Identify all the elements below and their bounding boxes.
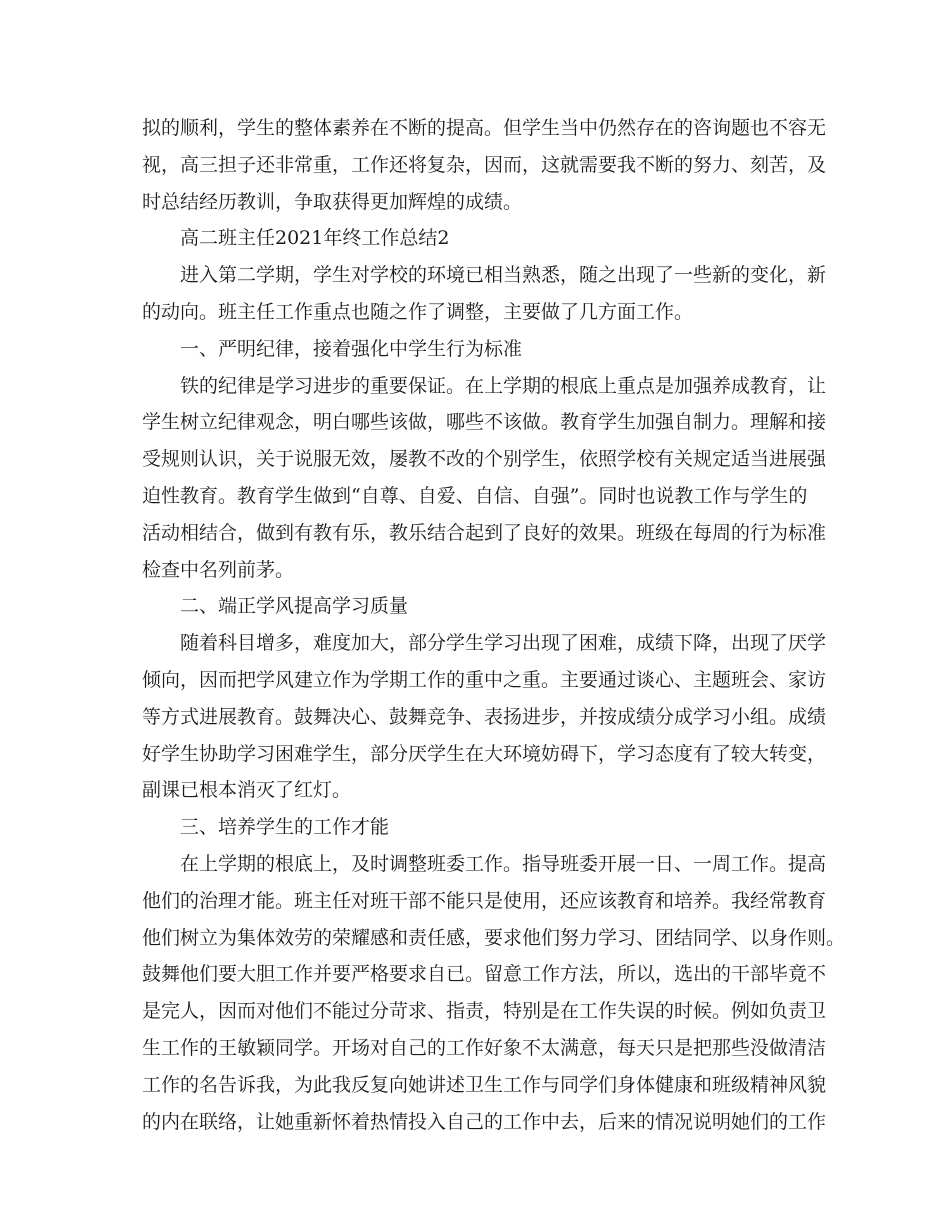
text-line: 进入第二学期，学生对学校的环境已相当熟悉，随之出现了一些新的变化，新 bbox=[180, 264, 827, 287]
document-body bbox=[142, 110, 846, 1140]
text-line: 检查中名列前茅。 bbox=[142, 558, 295, 581]
text-line: 是完人，因而对他们不能过分苛求、指责，特别是在工作失误的时候。例如负责卫 bbox=[142, 1000, 827, 1023]
text-line: 二、端正学风提高学习质量 bbox=[180, 595, 409, 618]
text-line: 等方式进展教育。鼓舞决心、鼓舞竞争、表扬进步，并按成绩分成学习小组。成绩 bbox=[142, 705, 827, 728]
text-line: 时总结经历教训，争取获得更加辉煌的成绩。 bbox=[142, 190, 523, 213]
text-line: 倾向，因而把学风建立作为学期工作的重中之重。主要通过谈心、主题班会、家访 bbox=[142, 668, 827, 691]
text-line: 视，高三担子还非常重，工作还将复杂，因而，这就需要我不断的努力、刻苦，及 bbox=[142, 153, 827, 176]
text-line: 他们的治理才能。班主任对班干部不能只是使用，还应该教育和培养。我经常教育 bbox=[142, 889, 827, 912]
text-line: 工作的名告诉我，为此我反复向她讲述卫生工作与同学们身体健康和班级精神风貌 bbox=[142, 1073, 827, 1096]
text-line: 一、严明纪律，接着强化中学生行为标准 bbox=[180, 337, 523, 360]
text-line: 高二班主任2021年终工作总结2 bbox=[180, 227, 450, 250]
text-line: 的动向。班主任工作重点也随之作了调整，主要做了几方面工作。 bbox=[142, 300, 694, 323]
text-line: 鼓舞他们要大胆工作并要严格要求自已。留意工作方法，所以，选出的干部毕竟不 bbox=[142, 963, 827, 986]
text-line: 副课已根本消灭了红灯。 bbox=[142, 779, 352, 802]
text-line: 活动相结合，做到有教有乐，教乐结合起到了良好的效果。班级在每周的行为标准 bbox=[142, 521, 827, 544]
text-line: 的内在联络，让她重新怀着热情投入自己的工作中去，后来的情况说明她们的工作 bbox=[142, 1110, 827, 1133]
text-line: 学生树立纪律观念，明白哪些该做，哪些不该做。教育学生加强自制力。理解和接 bbox=[142, 411, 827, 434]
text-line: 拟的顺利，学生的整体素养在不断的提高。但学生当中仍然存在的咨询题也不容无 bbox=[142, 117, 827, 139]
text-line: 铁的纪律是学习进步的重要保证。在上学期的根底上重点是加强养成教育，让 bbox=[180, 374, 827, 397]
text-line: 受规则认识，关于说服无效，屡教不改的个别学生，依照学校有关规定适当进展强 bbox=[142, 448, 827, 471]
text-line: 迫性教育。教育学生做到“自尊、自爱、自信、自强”。同时也说教工作与学生的 bbox=[142, 484, 808, 507]
text-line: 在上学期的根底上，及时调整班委工作。指导班委开展一日、一周工作。提高 bbox=[180, 852, 827, 875]
text-line: 三、培养学生的工作才能 bbox=[180, 816, 390, 839]
text-line: 随着科目增多，难度加大，部分学生学习出现了困难，成绩下降，出现了厌学 bbox=[180, 632, 827, 655]
text-line: 他们树立为集体效劳的荣耀感和责任感，要求他们努力学习、团结同学、以身作则。 bbox=[142, 926, 846, 949]
text-line: 生工作的王敏颖同学。开场对自己的工作好象不太满意，每天只是把那些没做清洁 bbox=[142, 1036, 827, 1059]
text-line: 好学生协助学习困难学生，部分厌学生在大环境妨碍下，学习态度有了较大转变， bbox=[142, 742, 827, 765]
